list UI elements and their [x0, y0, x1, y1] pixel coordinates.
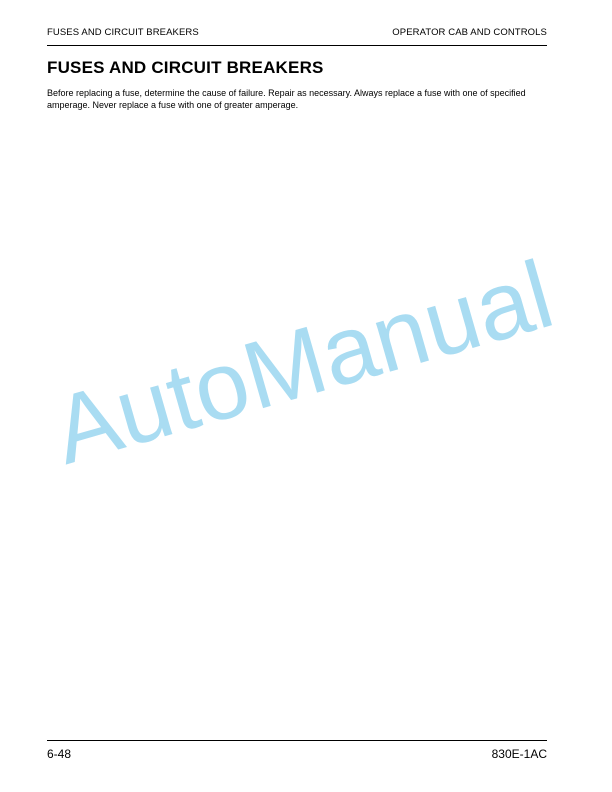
- watermark-text: AutoManual: [41, 240, 564, 485]
- section-title: FUSES AND CIRCUIT BREAKERS: [47, 58, 324, 77]
- watermark: [20, 230, 590, 510]
- section-body-text: Before replacing a fuse, determine the cause of failure. Repair as necessary. Always replace a fuse with one of specified amperage. Never replace a fuse with one of greater amperage.: [47, 88, 526, 110]
- header-section-label: FUSES AND CIRCUIT BREAKERS: [47, 27, 199, 38]
- page-number: 6-48: [47, 747, 72, 761]
- header-chapter-label: OPERATOR CAB AND CONTROLS: [392, 27, 547, 38]
- page-footer: [47, 740, 547, 761]
- page-header: [47, 27, 547, 46]
- document-code: 830E-1AC: [491, 747, 547, 761]
